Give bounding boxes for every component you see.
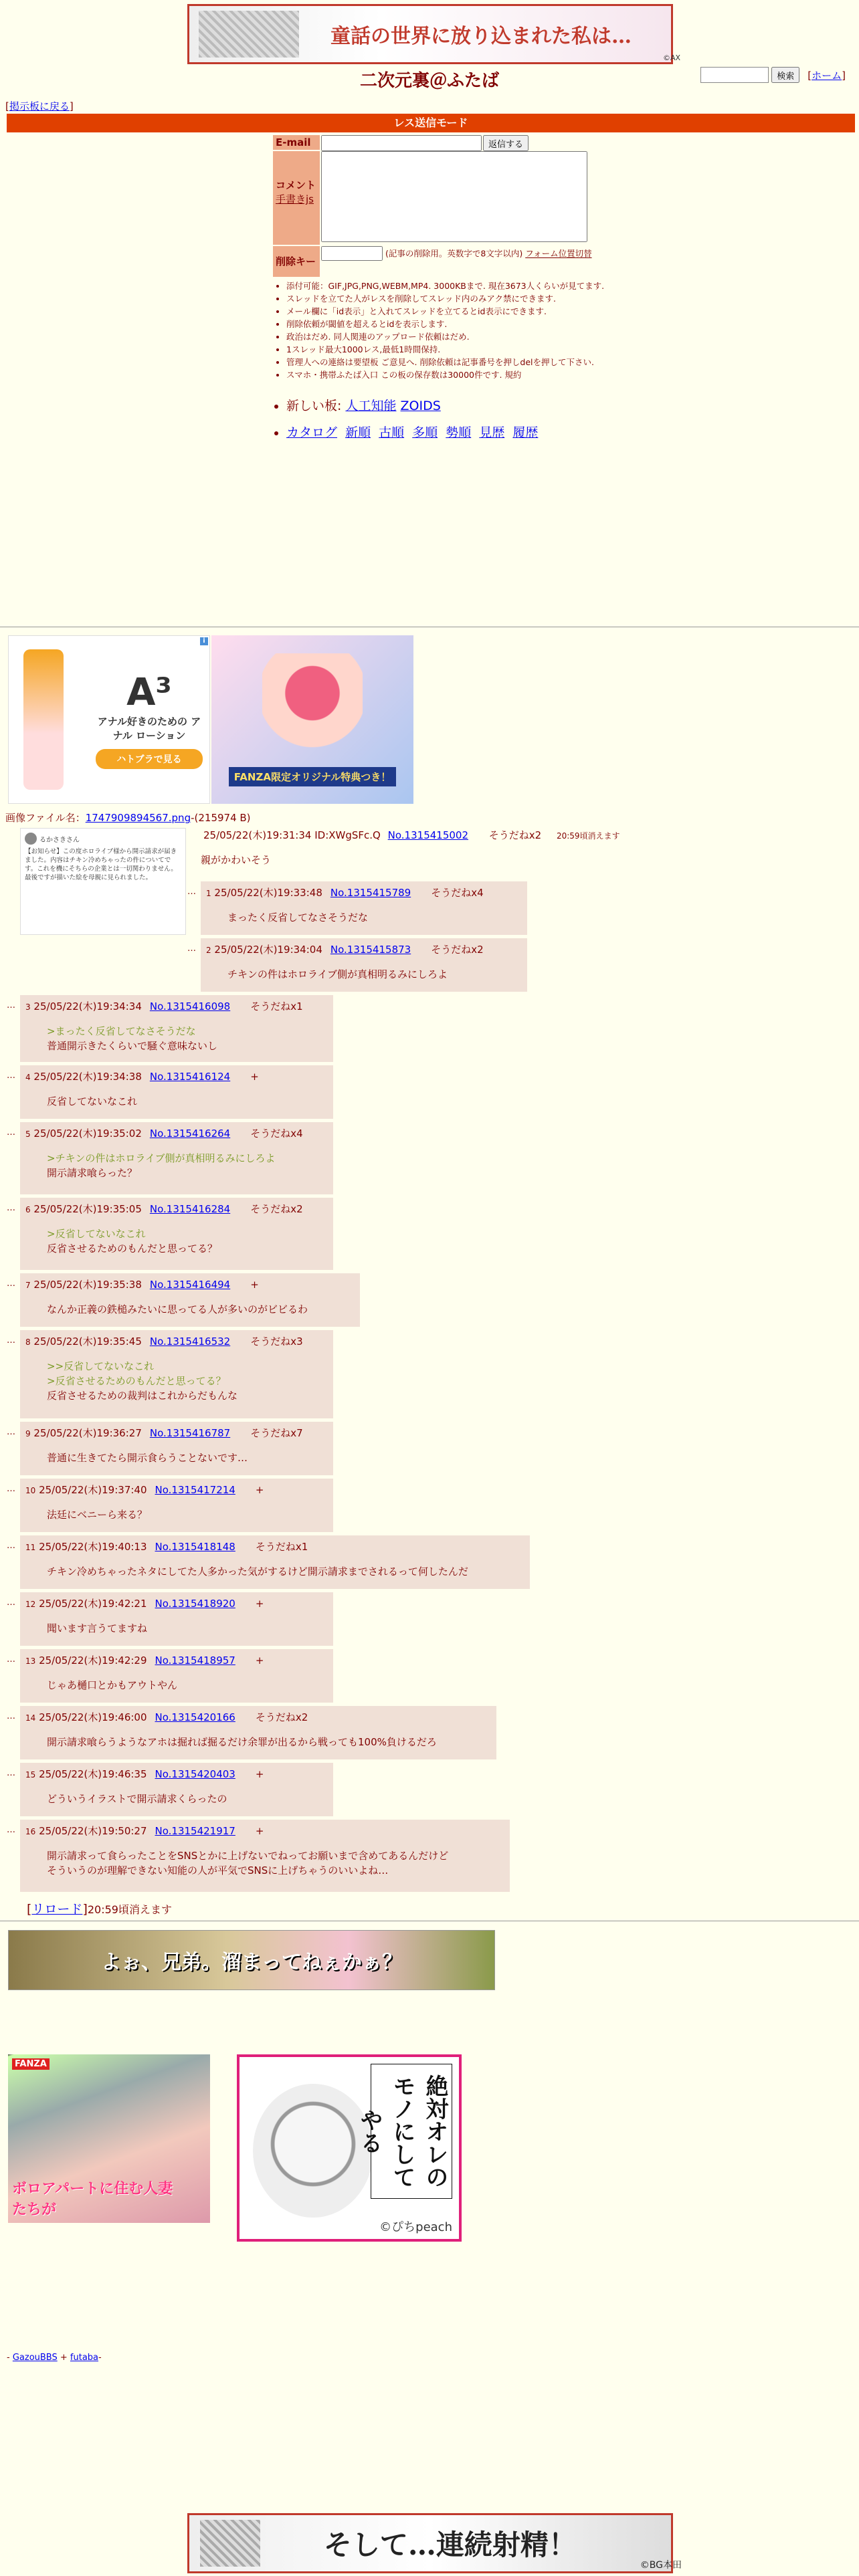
reply-index: 2 (206, 946, 211, 955)
reply-header (206, 942, 522, 956)
reply-line: なんか正義の鉄槌みたいに思ってる人が多いのがビビるわ (47, 1303, 308, 1315)
ad-lotion[interactable] (8, 635, 210, 804)
ad-fanza-apartment[interactable] (8, 2054, 210, 2223)
reply-number-link[interactable]: No.1315415789 (330, 887, 411, 899)
home-link-wrap: [ホーム] (807, 69, 846, 82)
banner-brand: ©AX (662, 53, 680, 62)
footer (7, 2353, 102, 2363)
reply-line: チキンの件はホロライブ側が真相明るみにしろよ (227, 968, 448, 980)
dots-icon: … (7, 1654, 15, 1665)
reply-body (47, 1621, 328, 1636)
reply-line: 開示請求喰らうようなアホは掘れば掘るだけ余罪が出るから戦っても100%負けるだろ (47, 1736, 437, 1748)
new-boards-label: 新しい板: (286, 399, 342, 413)
reply-number-link[interactable]: No.1315416124 (149, 1071, 231, 1083)
reply-number-link[interactable]: No.1315418920 (155, 1598, 235, 1610)
dots-icon: … (7, 1768, 15, 1778)
reply-date: 25/05/22(木)19:37:40 (39, 1484, 147, 1496)
reply-post (20, 1649, 333, 1703)
reply-header (25, 1767, 328, 1781)
nav-link-catalog[interactable]: カタログ (286, 425, 338, 440)
reply-number-link[interactable]: No.1315416264 (149, 1128, 231, 1140)
ad-lotion-sub: アナル好きのための アナル ローション (97, 715, 201, 742)
op-image-info (5, 811, 251, 825)
reply-line: 普通開示きたくらいで騒ぐ意味ないし (47, 1040, 218, 1052)
nav-link-viewed[interactable]: 見歴 (479, 425, 505, 440)
quote-line: >チキンの件はホロライブ側が真相明るみにしろよ (47, 1152, 276, 1164)
reply-line: 聞います言うてますね (47, 1622, 148, 1634)
footer-link-gazoubbs[interactable]: GazouBBS (12, 2353, 58, 2363)
reply-line: チキン冷めちゃったネタにしてた人多かった気がするけど開示請求までされるって何したんだ (47, 1566, 468, 1578)
dots-icon: … (7, 1541, 15, 1551)
mid-banner-text: よぉ、兄弟。溜まってねぇかぁ？ (101, 1951, 402, 1974)
footer-link-futaba[interactable]: futaba (70, 2353, 99, 2363)
rule-item: • スレッドを立てた人がレスを削除してスレッド内のみアク禁にできます. (286, 292, 621, 305)
reply-date: 25/05/22(木)19:35:38 (33, 1279, 142, 1291)
dots-icon: … (7, 1598, 15, 1608)
reply-date: 25/05/22(木)19:34:34 (33, 1000, 142, 1012)
quote-line: >>反省してないなこれ (47, 1360, 155, 1372)
bottom-banner-text: そして…連続射精！ (323, 2529, 577, 2561)
anime-character-art (262, 653, 363, 767)
reply-post (20, 1763, 333, 1816)
posting-rules (273, 280, 621, 381)
search-area (700, 67, 846, 83)
reply-body (47, 1302, 355, 1317)
image-file-size: -(215974 B) (191, 812, 251, 824)
reply-header (25, 1539, 524, 1553)
sodane-button[interactable]: そうだねx1 (250, 1000, 303, 1012)
ad-manga-brand: ©ぴちpeach (379, 2220, 452, 2234)
search-button[interactable]: 検索 (771, 67, 799, 83)
op-body: 親がかわいそう (201, 854, 272, 866)
reply-header (25, 1202, 328, 1216)
dots-icon: … (7, 1071, 15, 1081)
delete-key-field[interactable] (321, 246, 383, 261)
reply-body (227, 910, 522, 925)
op-image-link[interactable]: 1747909894567.png (85, 812, 191, 824)
footer-suffix: - (98, 2353, 102, 2363)
delete-key-label: 削除キー (273, 246, 320, 277)
reply-post (201, 938, 527, 992)
reply-index: 14 (25, 1713, 36, 1723)
new-board-link-ai[interactable]: 人工知能 (345, 399, 397, 413)
reply-index: 1 (206, 889, 211, 898)
reply-body (47, 1451, 328, 1465)
reply-body (47, 1848, 504, 1878)
sodane-button[interactable]: そうだねx1 (255, 1541, 308, 1553)
reply-index: 8 (25, 1337, 31, 1347)
reply-index: 7 (25, 1281, 31, 1290)
email-label: E-mail (273, 135, 320, 150)
reply-index: 3 (25, 1002, 31, 1012)
reply-index: 11 (25, 1543, 36, 1552)
reply-header (25, 1426, 328, 1440)
reply-post (20, 1122, 333, 1194)
reply-body (47, 1151, 328, 1180)
reply-date: 25/05/22(木)19:36:27 (33, 1427, 142, 1439)
reply-header (25, 1126, 328, 1140)
sodane-button[interactable]: そうだねx2 (255, 1711, 308, 1723)
comment-label: コメント (276, 179, 316, 191)
dots-icon: … (7, 1000, 15, 1010)
reply-number-link[interactable]: No.1315418148 (155, 1541, 235, 1553)
rule-item: • 1スレッド最大1000レス,最低1時間保持. (286, 343, 621, 356)
reply-post (20, 1330, 333, 1418)
reply-body (47, 1792, 328, 1806)
rule-item: • 管理人への連絡は要望板 ご意見へ. 削除依頼は記事番号を押しdelを押して下さい. (286, 356, 621, 368)
reply-post (20, 1535, 530, 1589)
nav-link-oldest[interactable]: 古順 (379, 425, 405, 440)
reply-mode-bar: レス送信モード (7, 114, 855, 132)
reload-link[interactable]: リロード (31, 1902, 83, 1917)
dots-icon: … (7, 1711, 15, 1721)
back-link-wrap: [掲示板に戻る] (5, 100, 74, 112)
reply-header (25, 1277, 355, 1291)
thumb-username: るかさきさん (39, 836, 80, 844)
sodane-button[interactable]: そうだねx4 (431, 887, 484, 899)
mid-ad-banner[interactable] (8, 1930, 495, 1990)
rule-item: • 添付可能：GIF,JPG,PNG,WEBM,MP4. 3000KBまで. 現在3673人くらいが見てます. (286, 280, 621, 292)
sodane-button[interactable]: そうだねx3 (250, 1335, 303, 1348)
ad-lotion-button[interactable]: ハトブラで見る (96, 749, 203, 769)
reply-number-link[interactable]: No.1315417214 (155, 1484, 235, 1496)
reply-number-link[interactable]: No.1315416494 (149, 1279, 231, 1291)
reply-header (25, 1596, 328, 1610)
nav-link-momentum[interactable]: 勢順 (446, 425, 472, 440)
reply-header (25, 1710, 491, 1724)
quote-line: >反省してないなこれ (47, 1228, 146, 1240)
reply-post (20, 1820, 510, 1892)
reply-post (20, 1592, 333, 1646)
reply-date: 25/05/22(木)19:34:38 (33, 1071, 142, 1083)
reply-form (273, 135, 652, 278)
reply-body (47, 1094, 328, 1109)
reply-number-link[interactable]: No.1315421917 (155, 1825, 235, 1837)
quote-line: >反省させるためのもんだと思ってる？ (47, 1375, 226, 1387)
reply-index: 4 (25, 1073, 31, 1082)
reply-header (206, 885, 522, 899)
reply-post (20, 1273, 360, 1327)
reply-line: 普通に生きてたら開示食らうことないです… (47, 1452, 248, 1464)
reply-date: 25/05/22(木)19:50:27 (39, 1825, 147, 1837)
reply-number-link[interactable]: No.1315420166 (155, 1711, 235, 1723)
lotion-bottle-art (23, 649, 64, 790)
sodane-button[interactable]: + (255, 1654, 264, 1667)
reply-line: そういうのが理解できない知能の人が平気でSNSに上げちゃうのいいよね… (47, 1864, 389, 1876)
reply-index: 5 (25, 1130, 31, 1139)
dots-icon: … (7, 1427, 15, 1437)
dots-icon: … (7, 1203, 15, 1213)
footer-sep: + (57, 2353, 70, 2363)
rule-item: • メール欄に「id表示」と入れてスレッドを立てるとid表示にできます. (286, 305, 621, 318)
ad-fanza-game[interactable] (211, 635, 413, 804)
reply-body (227, 967, 522, 982)
reply-line: 反省させるためのもんだと思ってる？ (47, 1243, 218, 1255)
reply-index: 9 (25, 1429, 31, 1438)
reply-line: 開示請求って食らったことをSNSとかに上げないでねってお願いまで含めてあるんだけど (47, 1850, 449, 1862)
op-header (203, 828, 620, 842)
reply-index: 15 (25, 1770, 36, 1780)
sodane-button[interactable]: + (250, 1071, 259, 1083)
reply-date: 25/05/22(木)19:35:05 (33, 1203, 142, 1215)
nav-link-history[interactable]: 履歴 (512, 425, 539, 440)
reply-post (20, 1706, 496, 1759)
op-sodane-button[interactable]: そうだねx2 (488, 829, 542, 841)
reply-post (20, 995, 333, 1062)
reply-number-link[interactable]: No.1315416532 (149, 1335, 231, 1348)
sodane-button[interactable]: + (255, 1768, 264, 1780)
reply-line: まったく反省してなさそうだな (227, 911, 369, 924)
delete-key-note: (記事の削除用。英数字で8文字以内) (385, 248, 523, 259)
ad-brand-fanza: FANZA (12, 2058, 50, 2070)
reply-header (25, 1483, 328, 1497)
dots-icon: … (7, 1484, 15, 1494)
reply-body (47, 1226, 328, 1256)
op-thumbnail[interactable] (20, 828, 186, 935)
op-id: ID:XWgSFc.Q (314, 829, 381, 841)
reply-body (47, 1735, 491, 1749)
reply-body (47, 1359, 328, 1403)
reload-expire: 20:59頃消えます (87, 1903, 172, 1916)
avatar (25, 833, 37, 845)
dots-icon: … (7, 1128, 15, 1138)
email-field[interactable] (321, 135, 482, 151)
home-link[interactable]: ホーム (812, 69, 842, 82)
reply-date: 25/05/22(木)19:35:45 (33, 1335, 142, 1348)
ad-apartment-text: ボロアパートに住む人妻たちが (12, 2181, 173, 2218)
reply-line: 法廷にベニーら来る？ (47, 1509, 148, 1521)
bottom-banner-brand: ©BG本田 (640, 2560, 682, 2571)
reply-body (47, 1564, 524, 1579)
dots-icon: … (7, 1335, 15, 1346)
ad-lotion-title: A³ (126, 670, 172, 714)
ad-manga-text: 絶対オレのモノにしてやる (371, 2064, 452, 2199)
banner-art (200, 2520, 260, 2567)
sodane-button[interactable]: そうだねx7 (250, 1427, 303, 1439)
ad-manga-peach[interactable] (237, 2054, 462, 2242)
reply-line: 開示請求喰らった？ (47, 1167, 138, 1179)
quote-line: >まったく反省してなさそうだな (47, 1025, 196, 1037)
reply-date: 25/05/22(木)19:46:35 (39, 1768, 147, 1780)
reply-line: どういうイラストで開示請求くらったの (47, 1793, 227, 1805)
top-ad-banner[interactable] (187, 4, 680, 64)
form-position-toggle[interactable]: フォーム位置切替 (525, 248, 592, 259)
reply-body (47, 1024, 328, 1053)
reply-header (25, 1653, 328, 1667)
op-number-link[interactable]: No.1315415002 (387, 829, 468, 841)
reply-header (25, 1334, 328, 1348)
reply-number-link[interactable]: No.1315416284 (149, 1203, 231, 1215)
reply-date: 25/05/22(木)19:46:00 (39, 1711, 147, 1723)
reply-number-link[interactable]: No.1315420403 (155, 1768, 235, 1780)
reply-date: 25/05/22(木)19:35:02 (33, 1128, 142, 1140)
page-title: 二次元裏＠ふたば (359, 71, 499, 91)
rule-item: • スマホ・携帯ふたば入口 この板の保存数は30000件です. 規約 (286, 368, 621, 381)
reply-post (20, 1198, 333, 1270)
reply-index: 13 (25, 1656, 36, 1666)
reply-date: 25/05/22(木)19:33:48 (214, 887, 322, 899)
reply-index: 10 (25, 1486, 36, 1495)
reply-number-link[interactable]: No.1315415873 (330, 944, 411, 956)
reply-post (20, 1422, 333, 1475)
reply-line: 反省させるための裁判はこれからだもんな (47, 1390, 238, 1402)
back-to-board-link[interactable]: 掲示板に戻る (9, 100, 70, 112)
sodane-button[interactable]: そうだねx2 (431, 944, 484, 956)
op-date: 25/05/22(木)19:31:34 (203, 829, 312, 841)
reply-index: 16 (25, 1827, 36, 1836)
sodane-button[interactable]: + (255, 1825, 264, 1837)
reply-body (47, 1678, 328, 1693)
sodane-button[interactable]: そうだねx4 (250, 1128, 303, 1140)
submit-reply-button[interactable]: 返信する (483, 135, 529, 151)
reply-header (25, 1824, 504, 1838)
reply-index: 12 (25, 1600, 36, 1609)
nav-link-newest[interactable]: 新順 (345, 425, 371, 440)
dots-icon: … (187, 944, 196, 954)
dots-icon: … (187, 887, 196, 897)
reply-date: 25/05/22(木)19:42:29 (39, 1654, 147, 1667)
handwrite-link[interactable]: 手書きjs (276, 193, 314, 205)
footer-prefix: - (7, 2353, 13, 2363)
reply-line: 反省してないなこれ (47, 1095, 138, 1107)
reply-post (20, 1065, 333, 1119)
reply-post (201, 881, 527, 935)
nav-link-most[interactable]: 多順 (412, 425, 438, 440)
sodane-button[interactable]: + (250, 1279, 259, 1291)
banner-art (199, 11, 299, 58)
catalog-nav (273, 423, 538, 441)
dots-icon: … (7, 1825, 15, 1835)
sodane-button[interactable]: そうだねx2 (250, 1203, 303, 1215)
reply-date: 25/05/22(木)19:40:13 (39, 1541, 147, 1553)
reply-number-link[interactable]: No.1315418957 (155, 1654, 235, 1667)
reply-date: 25/05/22(木)19:34:04 (214, 944, 322, 956)
new-boards (273, 396, 441, 414)
reply-body (47, 1507, 328, 1522)
reply-number-link[interactable]: No.1315416098 (149, 1000, 231, 1012)
comment-label-cell (273, 151, 320, 245)
ad-fanza-game-text: FANZA限定オリジナル特典つき！ (229, 767, 396, 786)
image-file-label: 画像ファイル名： (5, 812, 86, 824)
banner-text: 童話の世界に放り込まれた私は… (330, 25, 632, 48)
reply-date: 25/05/22(木)19:42:21 (39, 1598, 147, 1610)
rule-item: • 政治はだめ. 同人関連のアップロード依頼はだめ. (286, 330, 621, 343)
reply-number-link[interactable]: No.1315416787 (149, 1427, 231, 1439)
bottom-ad-banner[interactable] (187, 2513, 682, 2573)
sodane-button[interactable]: + (255, 1598, 264, 1610)
reply-header (25, 999, 328, 1013)
info-icon[interactable]: i (200, 637, 208, 645)
reload-area: [リロード]20:59頃消えます (27, 1902, 172, 1917)
thumb-text: 【お知らせ】この度ホロライブ様から開示請求が届きました。内容はチキン冷めちゃったの件についてです。これを機にそちらの企業とは一切関わりません。最後ですが描いた絵を母親に見られました。 (25, 848, 177, 881)
op-expire: 20:59頃消えます (556, 831, 620, 841)
dots-icon: … (7, 1279, 15, 1289)
sodane-button[interactable]: + (255, 1484, 264, 1496)
reply-line: じゃあ樋口とかもアウトやん (47, 1679, 178, 1691)
reply-index: 6 (25, 1205, 31, 1214)
comment-field[interactable] (321, 151, 587, 242)
reply-header (25, 1069, 328, 1083)
rule-item: • 削除依頼が閾値を超えるとidを表示します. (286, 318, 621, 330)
search-input[interactable] (700, 67, 769, 83)
reply-post (20, 1479, 333, 1532)
new-board-link-zoids[interactable]: ZOIDS (400, 399, 441, 413)
